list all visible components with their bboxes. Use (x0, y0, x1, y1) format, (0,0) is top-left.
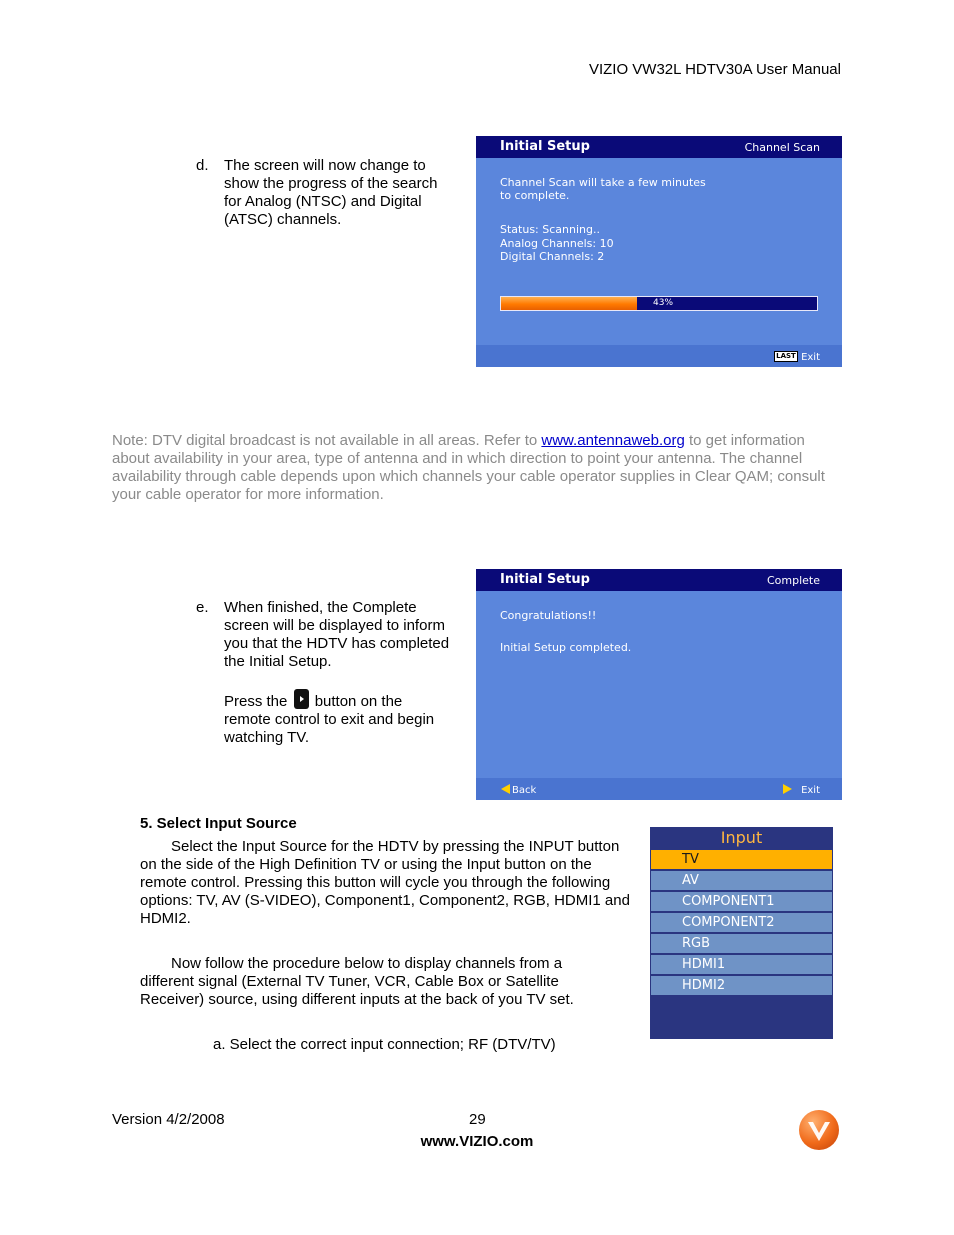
input-menu-title: Input (720, 828, 763, 847)
forward-arrow-icon (783, 784, 792, 794)
step-a: a. Select the correct input connection; RF (DTV/TV) (213, 1036, 556, 1053)
input-source-paragraph: Select the Input Source for the HDTV by pressing the INPUT button on the side of the High Definition TV or using the Input button on the remote control. Pressing this button will cycle you through the following options: TV, AV (S-VIDEO), Component1, Component2, RGB, HDMI1 and HDMI2. (140, 838, 630, 927)
complete-screen (476, 569, 842, 800)
step-line: remote control to exit and begin (224, 711, 435, 728)
screen-section-label: Complete (766, 574, 820, 587)
procedure-paragraph: Now follow the procedure below to display channels from a different signal (External TV Tuner, VCR, Cable Box or Satellite Receiver) source, using different inputs at the back of you TV set. (140, 955, 574, 1008)
step-line: screen will be displayed to inform (224, 617, 445, 634)
input-option-rgb[interactable]: RGB (651, 934, 832, 953)
play-button-icon (294, 689, 309, 709)
footer-url: www.VIZIO.com (420, 1133, 534, 1150)
step-line: (ATSC) channels. (224, 211, 342, 228)
input-menu (650, 827, 833, 1039)
step-letter: d. (196, 157, 209, 174)
screen-title-bar (476, 569, 842, 591)
screen-title-bar (476, 136, 842, 158)
screen-section-label: Channel Scan (744, 141, 820, 154)
press-line (224, 689, 449, 711)
back-arrow-icon (501, 784, 510, 794)
note-text: Note: DTV digital broadcast is not available in all areas. Refer to (112, 432, 542, 449)
page-number: 29 (469, 1111, 486, 1128)
screen-title: Initial Setup (500, 139, 590, 154)
step-line: When finished, the Complete (224, 599, 417, 616)
exit-label: Exit (801, 785, 820, 796)
progress-percent: 43% (653, 298, 674, 308)
scan-status: Status: Scanning.. (500, 223, 600, 236)
analog-channels: Analog Channels: 10 (500, 237, 614, 250)
exit-label: Exit (801, 352, 820, 363)
step-letter: e. (196, 599, 209, 616)
step-line: the Initial Setup. (224, 653, 332, 670)
antennaweb-link[interactable]: www.antennaweb.org (541, 432, 685, 449)
input-option-av[interactable]: AV (651, 871, 832, 890)
progress-fill (501, 297, 637, 310)
step-line: show the progress of the search (224, 175, 438, 192)
input-option-tv[interactable]: TV (651, 850, 832, 869)
input-option-component1[interactable]: COMPONENT1 (651, 892, 832, 911)
screen-title: Initial Setup (500, 572, 590, 587)
last-button-icon: LAST (774, 351, 798, 362)
press-text: Press the (224, 693, 292, 710)
channel-scan-screen (476, 136, 842, 367)
scan-info-line: Channel Scan will take a few minutes (500, 176, 706, 189)
press-text: button on the (310, 693, 403, 710)
input-option-hdmi1[interactable]: HDMI1 (651, 955, 832, 974)
step-text (224, 599, 449, 747)
screen-bottom-bar (476, 345, 842, 367)
input-option-hdmi2[interactable]: HDMI2 (651, 976, 832, 995)
header-title: VIZIO VW32L HDTV30A User Manual (588, 61, 841, 78)
screen-bottom-bar (476, 778, 842, 800)
section-heading: 5. Select Input Source (140, 815, 297, 832)
back-label: Back (512, 785, 537, 796)
digital-channels: Digital Channels: 2 (500, 250, 605, 263)
step-line: The screen will now change to (224, 157, 426, 174)
step-text (224, 157, 437, 229)
step-line: watching TV. (224, 729, 310, 746)
note-text: to get information about availability in your area, type of antenna and in which direction to point your antenna. The channel availability through cable depends upon which channels your cable operator supplies in Clear QAM; consult your cable operator for more information. (112, 432, 825, 503)
step-line: for Analog (NTSC) and Digital (224, 193, 422, 210)
scan-info-line: to complete. (500, 189, 570, 202)
congrats-line: Congratulations!! (500, 609, 597, 622)
vizio-logo-icon (799, 1110, 839, 1150)
input-option-component2[interactable]: COMPONENT2 (651, 913, 832, 932)
completed-line: Initial Setup completed. (500, 641, 632, 654)
footer-version: Version 4/2/2008 (112, 1111, 225, 1128)
step-line: you that the HDTV has completed (224, 635, 450, 652)
scan-progress-bar (500, 296, 818, 311)
note-paragraph (112, 432, 842, 504)
